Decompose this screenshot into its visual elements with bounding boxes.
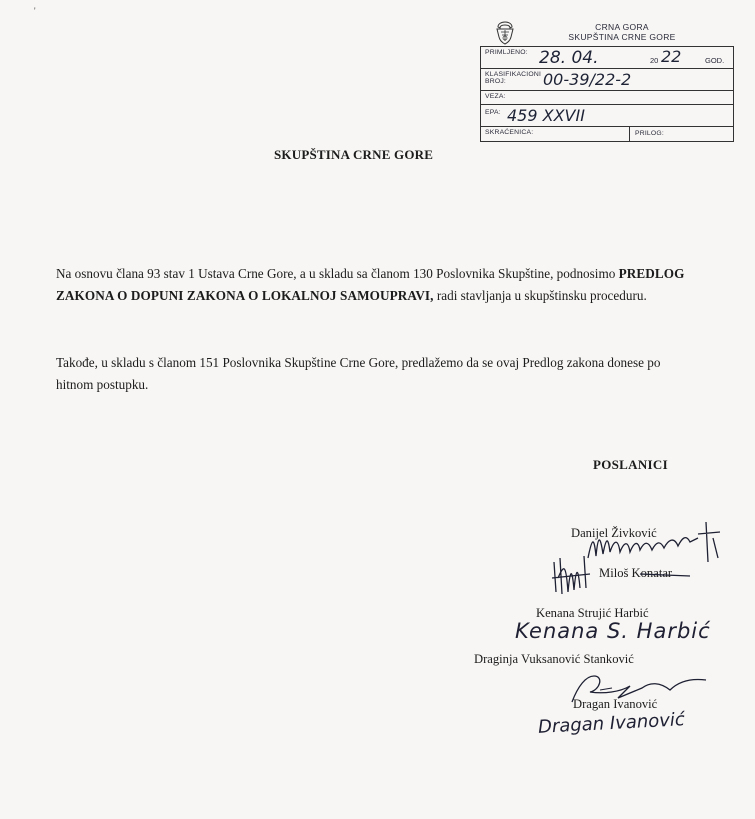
year-prefix: 20 xyxy=(650,56,659,65)
epa-label: EPA: xyxy=(485,109,501,116)
signatory-name-2: Miloš Konatar xyxy=(599,566,673,580)
proposal-title: PREDLOG ZAKONA O DOPUNI ZAKONA O LOKALNOJ SAMOUPRAVI, xyxy=(56,266,685,303)
signatories-heading: POSLANICI xyxy=(593,457,668,472)
stamp-row-received xyxy=(481,47,733,69)
received-label: PRIMLJENO: xyxy=(485,49,528,56)
signatory-name-1: Danijel Živković xyxy=(571,526,657,540)
stamp-row-link xyxy=(481,91,733,105)
paragraph-proposal: Na osnovu člana 93 stav 1 Ustava Crne Gore, a u skladu sa članom 130 Poslovnika Skupštine, podnosimo PREDLOG ZAKONA O DOPUNI ZAKONA O LOKALNOJ SAMOUPRAVI, radi stavljanja u skupštinsku proceduru. xyxy=(56,266,685,303)
attachment-label: PRILOG: xyxy=(635,130,664,137)
paragraph-urgent-procedure: Takođe, u skladu s članom 151 Poslovnika Skupštine Crne Gore, predlažemo da se ovaj Predlog zakona donese po hitnom postupku. xyxy=(56,355,661,392)
stamp-row-abbreviation xyxy=(481,127,733,141)
stamp-row-epa xyxy=(481,105,733,127)
epa-value: 459 XXVII xyxy=(507,106,585,125)
link-label: VEZA: xyxy=(485,93,506,100)
attachment-cell xyxy=(629,127,630,141)
stamp-row-classification xyxy=(481,69,733,91)
registry-stamp xyxy=(480,22,734,142)
signatory-name-5: Dragan Ivanović xyxy=(573,697,658,711)
classification-number: 00-39/22-2 xyxy=(543,70,632,89)
scan-mark: ' xyxy=(34,6,36,16)
classification-label: KLASIFIKACIONI BROJ: xyxy=(485,71,542,85)
signatory-name-3: Kenana Strujić Harbić xyxy=(536,606,649,620)
signatory-name-4: Draginja Vuksanović Stanković xyxy=(474,652,634,666)
received-date: 28. 04. xyxy=(539,48,599,68)
year-handwritten: 22 xyxy=(661,47,682,66)
signature-ivanovic: Dragan Ivanović xyxy=(537,709,686,738)
coat-of-arms-icon xyxy=(492,20,518,46)
stamp-org-line2: SKUPŠTINA CRNE GORE xyxy=(568,32,676,42)
document-title: SKUPŠTINA CRNE GORE xyxy=(274,147,434,162)
abbreviation-label: SKRAĆENICA: xyxy=(485,129,534,136)
year-suffix: GOD. xyxy=(705,56,725,65)
signature-strujic-harbic: Kenana S. Harbić xyxy=(515,619,711,643)
signature-konatar xyxy=(550,548,710,598)
stamp-org-line1: CRNA GORA xyxy=(595,22,649,32)
